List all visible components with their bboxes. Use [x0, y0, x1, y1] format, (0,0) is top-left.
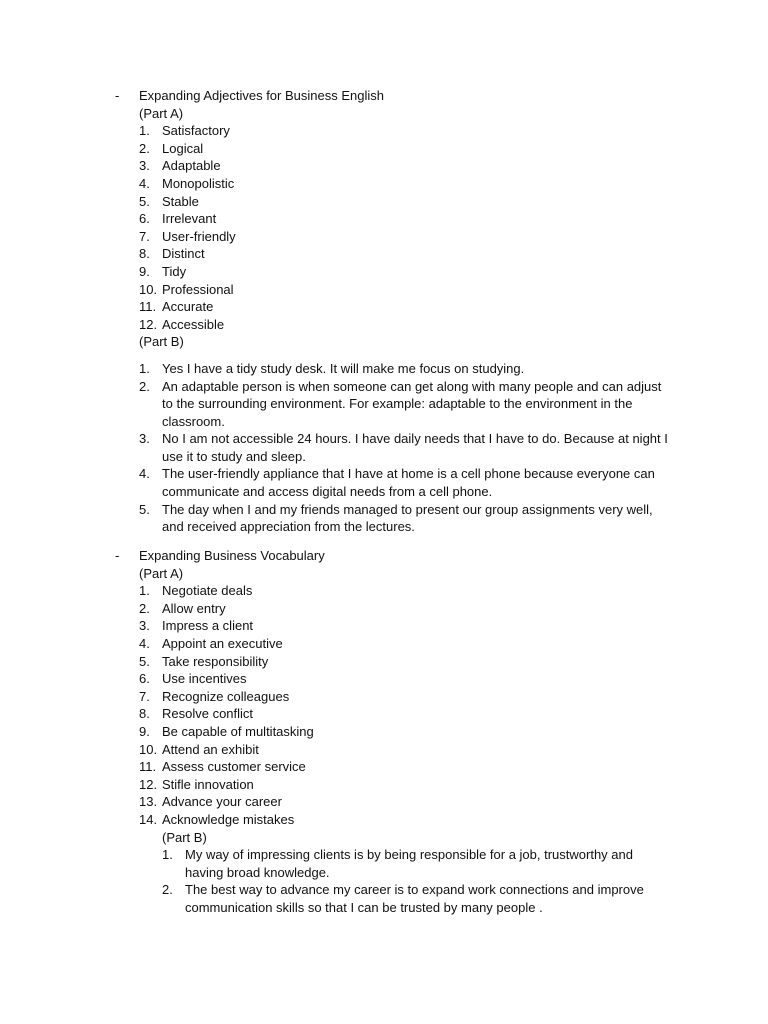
- list-number: 1.: [139, 123, 150, 139]
- list-item: [139, 600, 669, 618]
- list-text: Be capable of multitasking: [162, 723, 314, 739]
- list-item: [139, 316, 669, 334]
- list-text: Attend an exhibit: [162, 741, 259, 757]
- list-item: [139, 465, 669, 500]
- list-text: Use incentives: [162, 671, 247, 687]
- section-vocabulary: [0, 547, 669, 916]
- list-item: [139, 245, 669, 263]
- list-item: [139, 688, 669, 706]
- list-number: 4.: [139, 635, 150, 651]
- list-number: 14.: [139, 811, 158, 827]
- section-title: Expanding Business Vocabulary: [139, 548, 325, 563]
- list-item: [139, 193, 669, 211]
- list-text: Irrelevant: [162, 211, 217, 227]
- list-item: [139, 582, 669, 600]
- list-number: 2.: [139, 140, 150, 156]
- list-item: [139, 298, 669, 316]
- list-item: [162, 881, 646, 916]
- list-number: 3.: [139, 158, 150, 174]
- list-text: Allow entry: [162, 600, 226, 616]
- list-text: An adaptable person is when someone can get along with many people and can adjust to the surrounding environment. For example: adaptable to the environment in the classroom.: [162, 378, 662, 429]
- list-number: 12.: [139, 316, 158, 332]
- list-text: Resolve conflict: [162, 706, 254, 722]
- part-b-label: (Part B): [139, 334, 184, 350]
- list-item: [139, 228, 669, 246]
- list-item: [139, 635, 669, 653]
- list-number: 4.: [139, 175, 150, 191]
- list-item: [139, 776, 669, 794]
- list-text: Stable: [162, 193, 199, 209]
- list-number: 5.: [139, 193, 150, 209]
- list-number: 6.: [139, 671, 150, 687]
- list-text: Acknowledge mistakes: [162, 811, 295, 827]
- list-number: 12.: [139, 776, 158, 792]
- list-text: Accessible: [162, 316, 225, 332]
- list-number: 8.: [139, 246, 150, 262]
- list-item: [139, 670, 669, 688]
- list-number: 9.: [139, 723, 150, 739]
- list-number: 11.: [139, 299, 157, 315]
- part-a-list: [139, 122, 669, 333]
- list-item: [162, 846, 646, 881]
- part-b-list: [162, 846, 646, 916]
- section-adjectives: [0, 87, 669, 536]
- list-number: 3.: [139, 618, 150, 634]
- list-text: No I am not accessible 24 hours. I have daily needs that I have to do. Because at night I use it to study and sleep.: [162, 431, 668, 464]
- list-item: [139, 793, 669, 811]
- part-b-label: (Part B): [162, 829, 207, 845]
- list-item: [139, 705, 669, 723]
- list-number: 9.: [139, 263, 150, 279]
- list-text: Appoint an executive: [162, 635, 283, 651]
- part-a-label: (Part A): [139, 105, 184, 121]
- list-number: 6.: [139, 211, 150, 227]
- list-text: The day when I and my friends managed to present our group assignments very well, and received appreciation from the lectures.: [162, 501, 653, 535]
- list-item: [139, 360, 669, 378]
- list-number: 5.: [139, 501, 150, 517]
- list-number: 8.: [139, 706, 150, 722]
- list-text: Take responsibility: [162, 653, 269, 669]
- list-item: [139, 281, 669, 299]
- list-item: [139, 430, 669, 465]
- part-a-label: (Part A): [139, 565, 184, 581]
- list-text: User-friendly: [162, 228, 236, 244]
- list-text: Assess customer service: [162, 759, 306, 775]
- section-title: Expanding Adjectives for Business English: [139, 88, 384, 103]
- list-text: Accurate: [162, 299, 214, 315]
- list-item: [139, 501, 669, 536]
- list-number: 3.: [139, 431, 150, 447]
- list-number: 10.: [139, 741, 158, 757]
- list-item: [139, 741, 669, 759]
- bullet-dash: -: [115, 548, 120, 563]
- list-item: [139, 758, 669, 776]
- list-number: 13.: [139, 794, 158, 810]
- bullet-dash: -: [115, 88, 120, 103]
- list-text: Recognize colleagues: [162, 688, 290, 704]
- list-number: 10.: [139, 281, 158, 297]
- list-text: Monopolistic: [162, 175, 235, 191]
- list-text: The best way to advance my career is to expand work connections and improve communication skills so that I can be trusted by many people .: [185, 882, 644, 915]
- list-text: My way of impressing clients is by being responsible for a job, trustworthy and having broad knowledge.: [185, 847, 633, 880]
- list-number: 7.: [139, 228, 150, 244]
- list-number: 1.: [139, 583, 150, 599]
- list-item: [139, 617, 669, 635]
- list-text: Satisfactory: [162, 123, 230, 139]
- list-item: [139, 157, 669, 175]
- list-text: Logical: [162, 140, 204, 156]
- list-item: [139, 378, 669, 431]
- list-number: 4.: [139, 466, 150, 482]
- list-number: 1.: [139, 360, 150, 376]
- part-a-list: [139, 582, 669, 828]
- list-text: Adaptable: [162, 158, 221, 174]
- list-item: [139, 210, 669, 228]
- list-item: [139, 263, 669, 281]
- list-item: [139, 811, 669, 829]
- list-item: [139, 175, 669, 193]
- list-item: [139, 653, 669, 671]
- list-number: 2.: [139, 378, 150, 394]
- list-number: 1.: [162, 847, 173, 863]
- list-text: Distinct: [162, 246, 205, 262]
- list-number: 5.: [139, 653, 150, 669]
- list-text: Impress a client: [162, 618, 254, 634]
- list-text: Professional: [162, 281, 234, 297]
- list-text: Yes I have a tidy study desk. It will make me focus on studying.: [162, 360, 525, 376]
- list-item: [139, 122, 669, 140]
- list-text: Tidy: [162, 263, 187, 279]
- list-item: [139, 723, 669, 741]
- list-number: 11.: [139, 759, 157, 775]
- list-number: 2.: [139, 600, 150, 616]
- list-item: [139, 140, 669, 158]
- list-text: Stifle innovation: [162, 776, 254, 792]
- part-b-list: [139, 360, 669, 536]
- list-number: 2.: [162, 882, 173, 898]
- list-text: The user-friendly appliance that I have at home is a cell phone because everyone can communicate and access digital needs from a cell phone.: [162, 466, 655, 500]
- list-number: 7.: [139, 688, 150, 704]
- list-text: Negotiate deals: [162, 583, 253, 599]
- list-text: Advance your career: [162, 794, 282, 810]
